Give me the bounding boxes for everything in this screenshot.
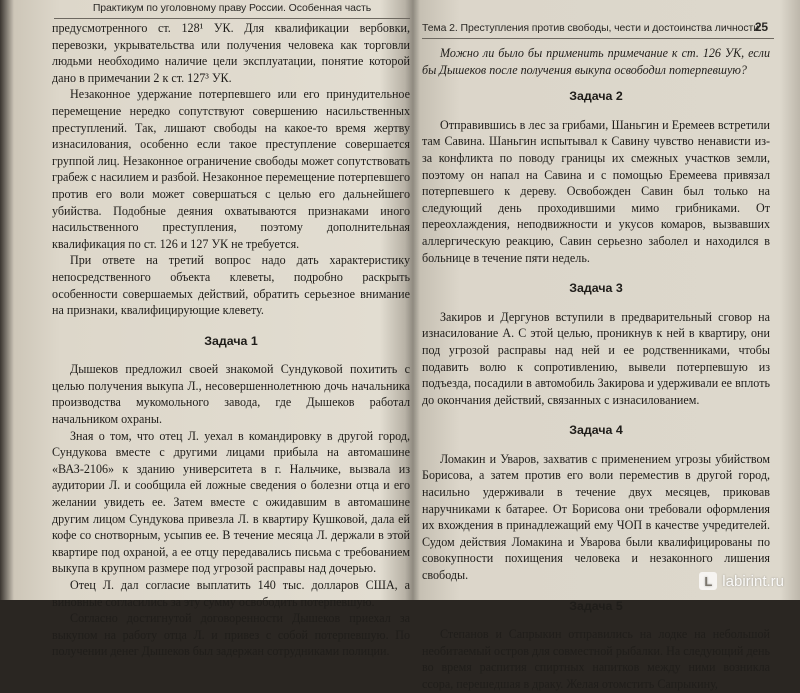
watermark-text: labirint.ru <box>722 572 784 590</box>
task-4-paragraph: Ломакин и Уваров, захватив с применением угрозы убийством Борисова, а затем против его воли переместив в другой город, насильно удерживали в течение двух месяцев, приковав наручниками к батарее. От Борисова они требовали оформления их вхождения в принадлежащий ему ЧОП в качестве учредителей. Судом действия Ломакина и Уварова были квалифицированы по совокупности похищения человека и незаконного лишения свободы. <box>422 451 770 583</box>
task-2-paragraph: Отправившись в лес за грибами, Шаньгин и Еремеев встретили там Савина. Шаньгин испытывал к Савину чувство ненависти из-за конфликта по поводу границы их смежных участков земли, поэтому он напал на Савина и с помощью Еремеева привязал потерпевшего к дереву. Освобожден Савин был только на следующий день проходившими мимо грибниками. От переохлаждения, неподвижности и укусов комаров, вызвавших аллергическую реакцию, Савин серьезно заболел и находился в больнице в течение пяти недель. <box>422 117 770 265</box>
task-1-title: Задача 1 <box>204 333 258 348</box>
task-4-title: Задача 4 <box>569 423 623 438</box>
left-page <box>32 0 410 659</box>
task-1-paragraph-2: Зная о том, что отец Л. уехал в командировку в другой город, Сундукова вместе с другими лицами прибыла на автомашине «ВАЗ-2106» к зданию университета в г. Нальчике, вызвала из аудитории Л. и сообщила ей ложные сведения о болезни отца и его желании увидеть ее. Затем вместе с ожидавшим в автомашине другим лицом Сундукова привезла Л. в квартиру Кушковой, дала ей кофе со снотворным, усыпив ее. В течение месяца Л. держали в этой квартире под охраной, а ее отцу передавались письма с требованием выкупа в крупном размере под угрозой расправы над дочерью. <box>52 428 410 576</box>
left-running-head: Практикум по уголовному праву России. Особенная часть <box>54 0 410 19</box>
right-running-head <box>422 20 774 39</box>
watermark <box>699 572 784 590</box>
task-1-paragraph-1: Дышеков предложил своей знакомой Сундуковой похитить с целью получения выкупа Л., несовершеннолетнюю дочь начальника производства мукомольного завода, где Дышеков работал начальником охраны. <box>52 362 410 427</box>
left-page-body <box>32 20 410 660</box>
labirint-logo-icon: L <box>699 572 717 590</box>
right-page-body <box>422 45 774 693</box>
right-running-head-text: Тема 2. Преступления против свободы, чести и достоинства личности <box>422 22 760 34</box>
left-paragraph-1: предусмотренного ст. 128¹ УК. Для квалификации вербовки, перевозки, укрывательства или получения человека как торговли людьми необходимо наличие цели эксплуатации, понятие которой дано в примечании 2 к ст. 127³ УК. <box>52 21 410 85</box>
task-1-paragraph-3: Отец Л. дал согласие выплатить 140 тыс. долларов США, а виновные согласились за эту сумму освободить потерпевшую. <box>52 578 410 609</box>
task-1-paragraph-4: Согласно достигнутой договоренности Дышеков приехал за выкупом на работу отца Л. и привез с собой потерпевшую. По получении денег Дышеков был задержан сотрудниками полиции. <box>52 611 410 659</box>
right-page <box>422 0 774 691</box>
task-3-paragraph: Закиров и Дергунов вступили в предварительный сговор на изнасилование А. С этой целью, проникнув к ней в квартиру, они под угрозой расправы над ней и ее родственниками, чтобы подавить волю к сопротивлению, вывели потерпевшую из подъезда, посадили в автомобиль Закирова и удерживали ее вплоть до окончания действий, связанных с изнасилованием. <box>422 309 770 407</box>
page-number: 25 <box>754 20 768 34</box>
task-1-question: Можно ли было бы применить примечание к ст. 126 УК, если бы Дышеков после получения выкупа освободил потерпевшую? <box>422 46 770 77</box>
task-5-paragraph: Степанов и Сапрыкин отправились на лодке на небольшой необитаемый остров для совместной рыбалки. На следующий день во время распития спиртных напитков между ними возникла ссора, перешедшая в драку. Желая отомстить Сапрыкину, <box>422 627 770 691</box>
task-2-title: Задача 2 <box>569 89 623 104</box>
left-paragraph-3: При ответе на третий вопрос надо дать характеристику непосредственного объекта клеветы, подробно раскрыть особенности совершаемых действий, обратить серьезное внимание на признаки, квалифицирующие клевету. <box>52 253 410 318</box>
left-paragraph-2: Незаконное удержание потерпевшего или его принудительное перемещение нередко сопутствуют совершению насильственных преступлений. Так, лишают свободы на какое-то время жертву изнасилования, особенно если такое преступление совершается группой лиц. Незаконное ограничение свободы может сопутствовать грабеж с насилием и разбой. Незаконное перемещение потерпевшего против его воли может совершаться с целью его дальнейшего убийства. Подобные деяния охватываются признаками иного насильственного преступления, поэтому дополнительная квалификация по ст. 126 и 127 УК не требуется. <box>52 87 410 251</box>
task-3-title: Задача 3 <box>569 281 623 296</box>
task-5-title: Задача 5 <box>569 598 623 613</box>
